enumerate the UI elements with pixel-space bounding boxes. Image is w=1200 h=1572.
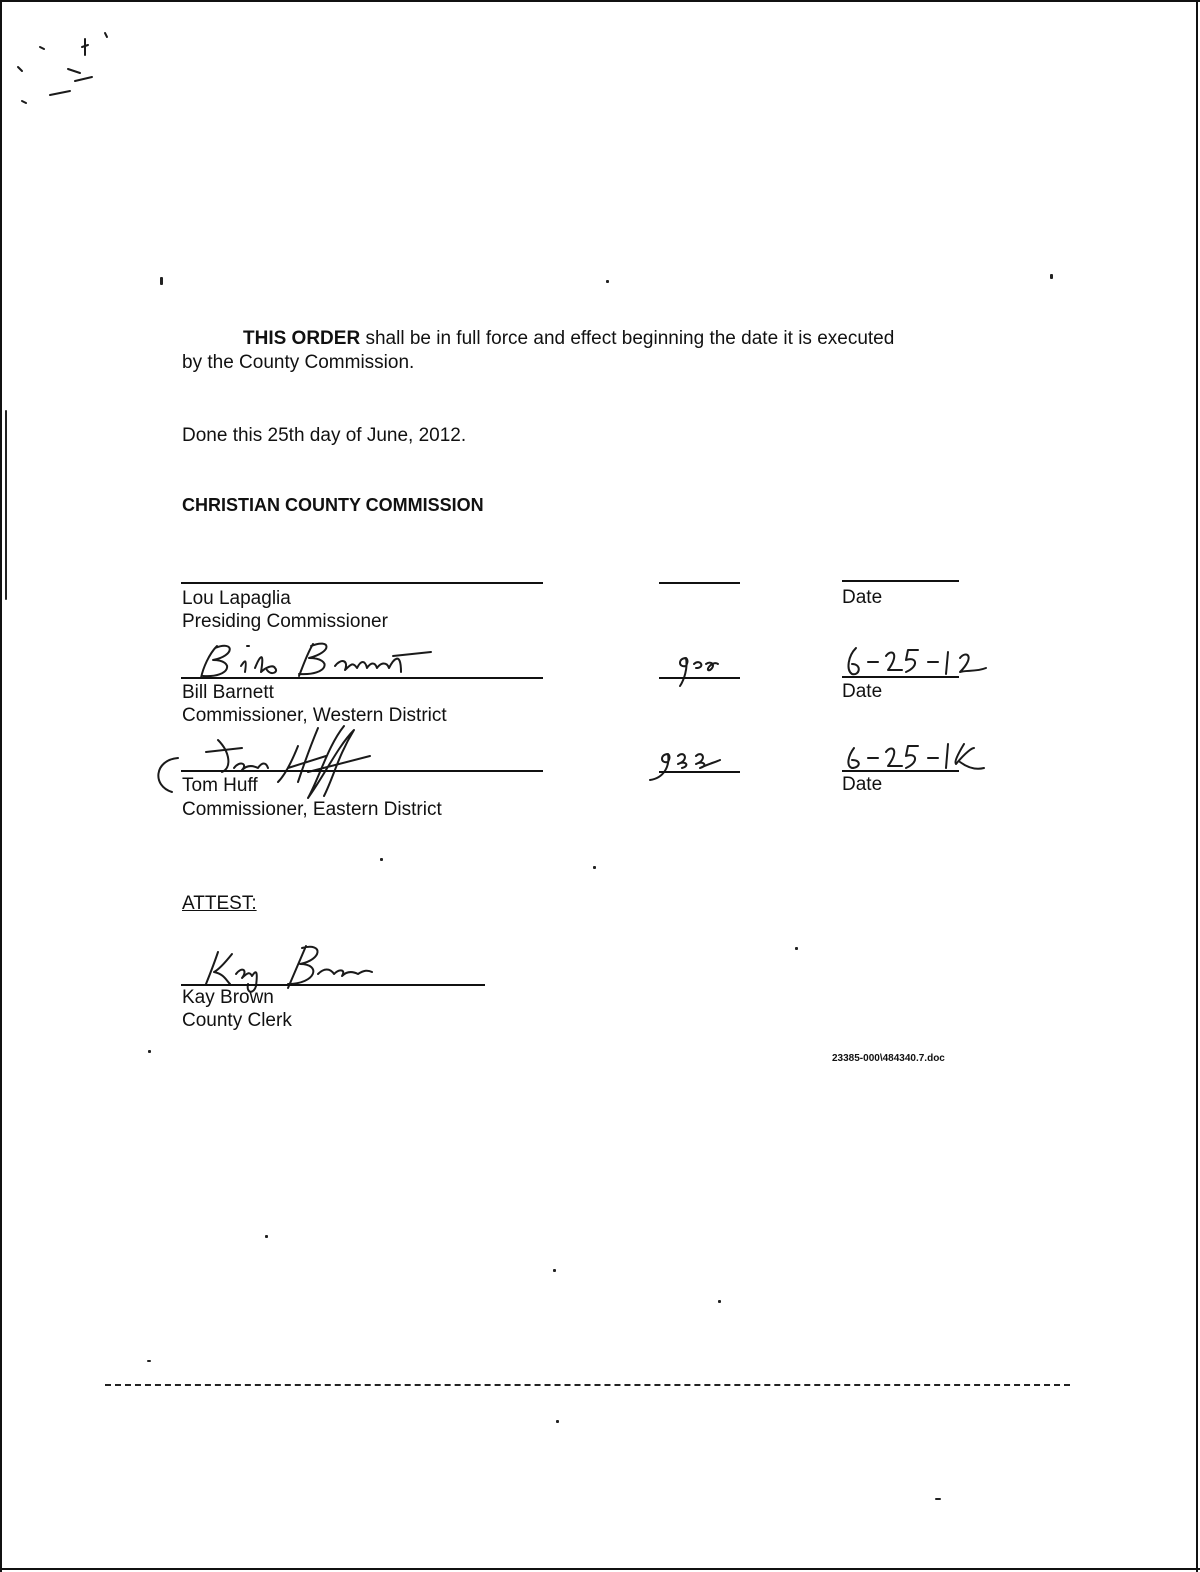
scan-border-right (1196, 0, 1198, 1572)
signature-line (181, 582, 543, 584)
order-paragraph-line2: by the County Commission. (182, 352, 415, 373)
document-id: 23385-000\484340.7.doc (832, 1053, 945, 1064)
date-handwritten-bill-barnett (842, 644, 992, 680)
vote-line (659, 677, 740, 679)
scan-speck (795, 947, 798, 950)
signatory-title: Commissioner, Eastern District (182, 799, 442, 820)
signatory-title: Commissioner, Western District (182, 705, 447, 726)
scan-speck (593, 866, 596, 869)
order-paragraph-line1 (243, 327, 894, 351)
date-label: Date (842, 587, 883, 608)
signatory-title: Presiding Commissioner (182, 611, 388, 632)
date-line (842, 580, 959, 582)
scan-speck (935, 1498, 941, 1500)
scan-border-top (0, 0, 1200, 2)
signatory-name: Tom Huff (182, 775, 258, 796)
scan-speck (380, 858, 383, 861)
signatory-name: Lou Lapaglia (182, 588, 291, 609)
scan-marks-corner (10, 25, 120, 115)
scan-speck (718, 1300, 721, 1303)
date-label: Date (842, 774, 883, 795)
dashed-divider (105, 1384, 1070, 1386)
order-rest: shall be in full force and effect beginning the date it is executed (360, 328, 895, 349)
scan-speck (265, 1235, 268, 1238)
date-handwritten-tom-huff (842, 738, 992, 774)
scan-speck (148, 1050, 151, 1053)
date-label: Date (842, 681, 883, 702)
signature-bill-barnett (195, 638, 435, 682)
commission-title: CHRISTIAN COUNTY COMMISSION (182, 495, 484, 515)
done-line: Done this 25th day of June, 2012. (182, 425, 467, 446)
attest-label: ATTEST: (182, 893, 257, 914)
signature-line (181, 677, 543, 679)
scan-speck (553, 1269, 556, 1272)
scan-speck (1050, 274, 1053, 279)
scan-border-left (0, 0, 2, 1572)
vote-line (659, 582, 740, 584)
attest-name: Kay Brown (182, 987, 274, 1008)
date-line (842, 676, 959, 678)
scan-speck (147, 1360, 151, 1362)
scan-speck (606, 280, 609, 283)
scan-border-bottom (0, 1568, 1200, 1570)
signatory-name: Bill Barnett (182, 682, 274, 703)
scan-speck (556, 1420, 559, 1423)
signature-line (181, 770, 543, 772)
vote-tom-huff (646, 746, 726, 788)
vote-line (659, 771, 740, 773)
date-line (842, 770, 959, 772)
order-lead: THIS ORDER (243, 328, 361, 349)
scan-speck (160, 277, 163, 285)
scan-speck (5, 410, 7, 600)
vote-bill-barnett (672, 652, 722, 692)
attest-title: County Clerk (182, 1010, 292, 1031)
